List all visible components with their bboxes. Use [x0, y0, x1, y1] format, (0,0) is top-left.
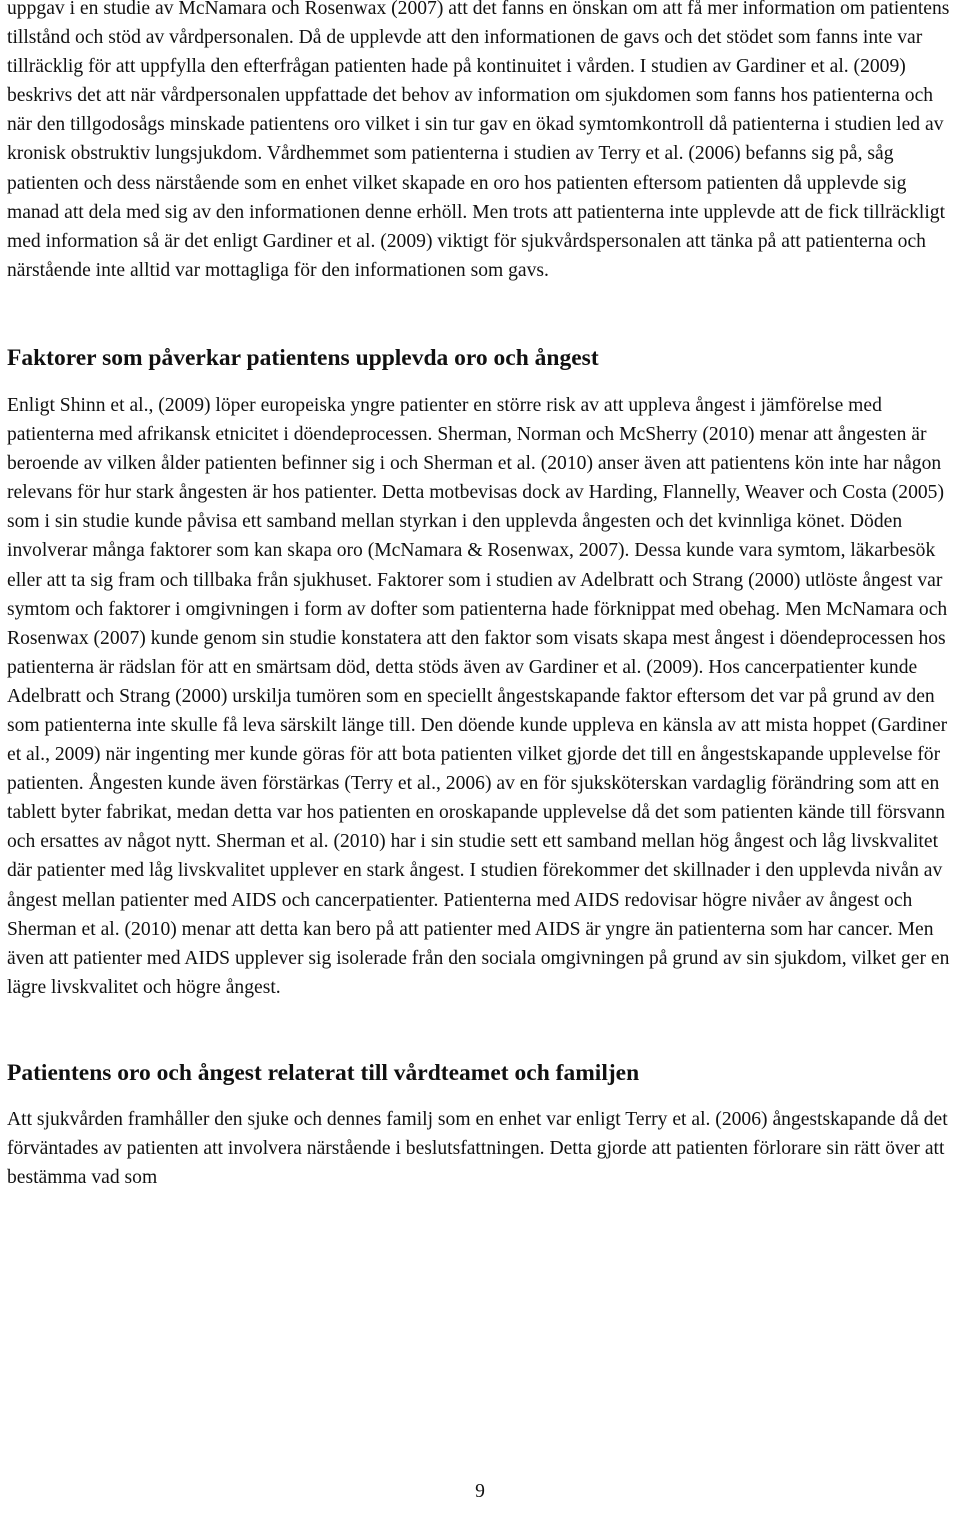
paragraph-anxiety-factors: Enligt Shinn et al., (2009) löper europeiska yngre patienter en större risk av att uppleva ångest i jämförelse med patienterna med afrikansk etnicitet i döendeprocessen. Sherman, Norman och McSherry (2010) menar att ångesten är beroende av vilken ålder patienten befinner sig i och Sherman et al. (2010) anser även att patientens kön inte har någon relevans för hur stark ångesten är hos patienter. Detta motbevisas dock av Harding, Flannelly, Weaver och Costa (2005) som i sin studie kunde påvisa ett samband mellan styrkan i den upplevda ångesten och det kvinnliga könet. Döden involverar många faktorer som kan skapa oro (McNamara & Rosenwax, 2007). Dessa kunde vara symtom, läkarbesök eller att ta sig fram och tillbaka från sjukhuset. Faktorer som i studien av Adelbratt och Strang (2000) utlöste ångest var symtom och faktorer i omgivningen i form av dofter som patienterna hade förknippat med obehag. Men McNamara och Rosenwax (2007) kunde genom sin studie konstatera att den faktor som visats skapa mest ångest i döendeprocessen hos patienterna är rädslan för att en smärtsam död, detta stöds även av Gardiner et al. (2009). Hos cancerpatienter kunde Adelbratt och Strang (2000) urskilja tumören som en speciellt ångestskapande faktor eftersom det var på grund av den som patienterna inte skulle få leva särskilt länge till. Den döende kunde uppleva en känsla av att mista hoppet (Gardiner et al., 2009) när ingenting mer kunde göras för att bota patienten vilket gjorde det till en ångestskapande upplevelse för patienten. Ångesten kunde även förstärkas (Terry et al., 2006) av en för sjuksköterskan vardaglig förändring som att en tablett byter fabrikat, medan detta var hos patienten en oroskapande upplevelse då det som patienten kände till försvann och ersattes av något nytt. Sherman et al. (2010) har i sin studie sett ett samband mellan hög ångest och låg livskvalitet där patienter med låg livskvalitet upplever en stark ångest. I studien förekommer det skillnader i den upplevda nivån av ångest mellan patienter med AIDS och cancerpatienter. Patienterna med AIDS redovisar högre nivåer av ångest och Sherman et al. (2010) menar att detta kan bero på att patienter med AIDS är yngre än patienterna som har cancer. Men även att patienter med AIDS upplever sig isolerade från den sociala omgivningen på grund av sin sjukdom, vilket ger en lägre livskvalitet och högre ångest.: [7, 394, 950, 998]
page-number: 9: [475, 1481, 485, 1502]
paragraph-information-support: uppgav i en studie av McNamara och Rosenwax (2007) att det fanns en önskan om att få mer information om patientens tillstånd och stöd av vårdpersonalen. Då de upplevde att den informationen de gavs och det stödet som fanns inte var tillräcklig för att uppfylla den efterfrågan patienten hade på kontinuitet i vården. I studien av Gardiner et al. (2009) beskrivs det att när vårdpersonalen uppfattade det behov av information om sjukdomen som fanns hos patienterna och när den tillgodosågs minskade patientens oro vilket i sin tur gav en ökad symtomkontroll då patienterna i studien led av kronisk obstruktiv lungsjukdom. Vårdhemmet som patienterna i studien av Terry et al. (2006) befanns sig på, såg patienten och dess närstående som en enhet vilket skapade en oro hos patienten eftersom patienten då upplevde sig manad att dela med sig av den informationen denne erhöll. Men trots att patienterna inte upplevde att de fick tillräckligt med information så är det enligt Gardiner et al. (2009) viktigt för sjukvårdspersonalen att tänka på att patienterna och närstående inte alltid var mottagliga för den informationen som gavs.: [7, 0, 950, 281]
paragraph-care-team-family: Att sjukvården framhåller den sjuke och dennes familj som en enhet var enligt Terry et al. (2006) ångestskapande då det förväntades av patienten att involvera närstående i beslutsfattningen. Detta gjorde att patienten förlorare sin rätt över att bestämma vad som: [7, 1108, 948, 1189]
section-heading-care-team-family: Patientens oro och ångest relaterat till vårdteamet och familjen: [7, 1059, 640, 1086]
document-page: [7, 0, 955, 1192]
section-heading-anxiety-factors: Faktorer som påverkar patientens upplevda oro och ångest: [7, 344, 599, 371]
